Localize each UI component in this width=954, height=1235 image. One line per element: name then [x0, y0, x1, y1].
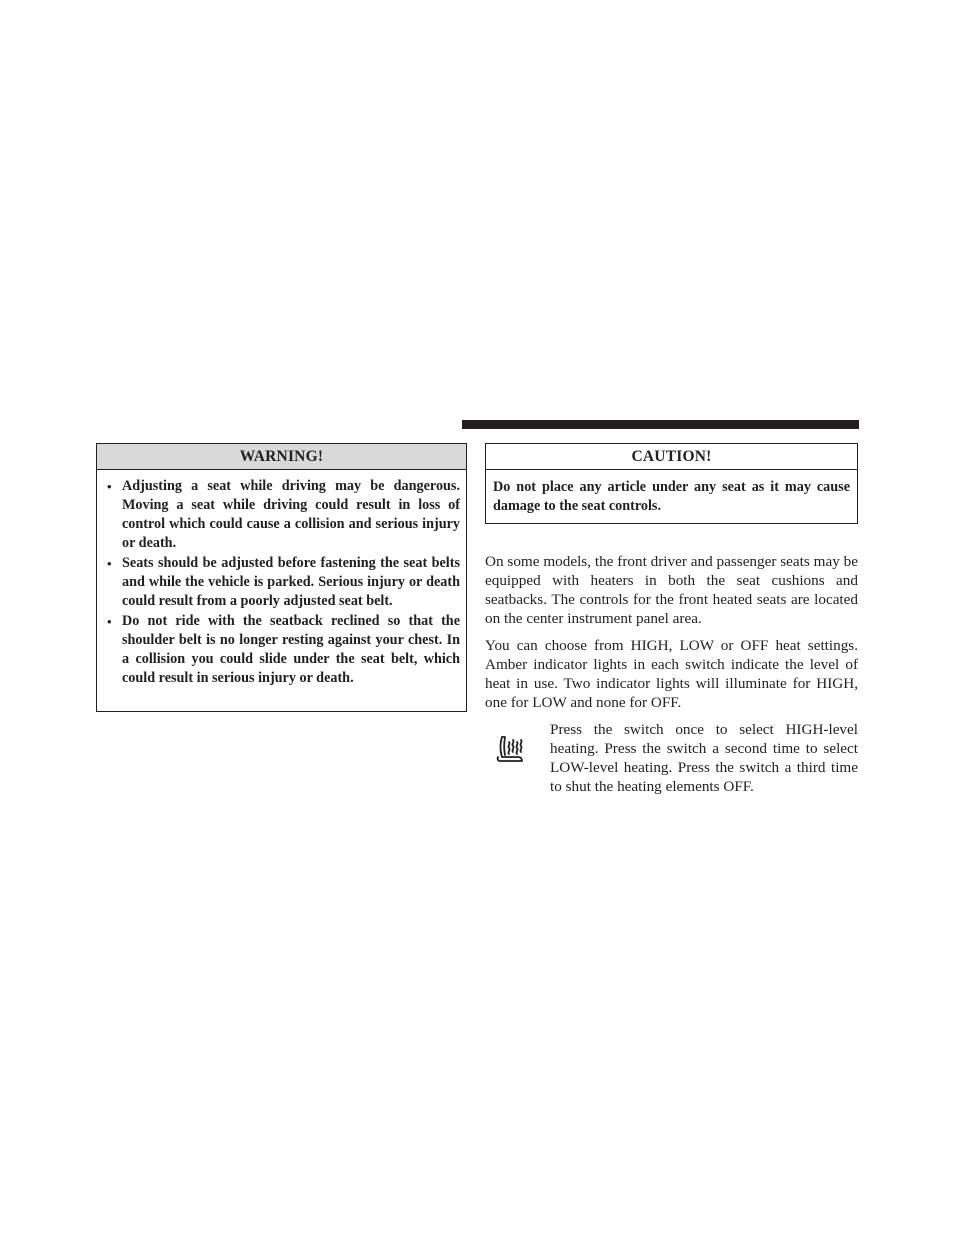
warning-list: [97, 470, 466, 688]
warning-title: WARNING!: [97, 444, 466, 470]
warning-item: • Adjusting a seat while driving may be dangerous. Moving a seat while driving could result in loss of control which could cause a collision and serious injury or death.: [107, 478, 460, 551]
caution-title: CAUTION!: [486, 444, 857, 470]
warning-item: • Seats should be adjusted before fastening the seat belts and while the vehicle is parked. Serious injury or death could result from a poorly adjusted seat belt.: [107, 555, 460, 609]
bullet-icon: •: [107, 614, 112, 629]
warning-box: [96, 443, 467, 712]
caution-box: [485, 443, 858, 524]
heated-seat-icon: [494, 733, 528, 767]
section-header-bar: [462, 420, 859, 429]
switch-instructions: Press the switch once to select HIGH-level heating. Press the switch a second time to select LOW-level heating. Press the switch a third time to shut the heating elements OFF.: [550, 721, 858, 795]
warning-item: • Do not ride with the seatback reclined so that the shoulder belt is no longer resting against your chest. In a collision you could slide under the seat belt, which could result in serious injury or death.: [107, 613, 460, 686]
bullet-icon: •: [107, 479, 112, 494]
heat-settings-paragraph: You can choose from HIGH, LOW or OFF heat settings. Amber indicator lights in each switch indicate the level of heat in use. Two indicator lights will illuminate for HIGH, one for LOW and none for OFF.: [485, 637, 858, 711]
heated-seats-intro: On some models, the front driver and passenger seats may be equipped with heaters in both the seat cushions and seatbacks. The controls for the front heated seats are located on the center instrument panel area.: [485, 553, 858, 627]
caution-text: Do not place any article under any seat as it may cause damage to the seat controls.: [493, 479, 850, 514]
bullet-icon: •: [107, 556, 112, 571]
